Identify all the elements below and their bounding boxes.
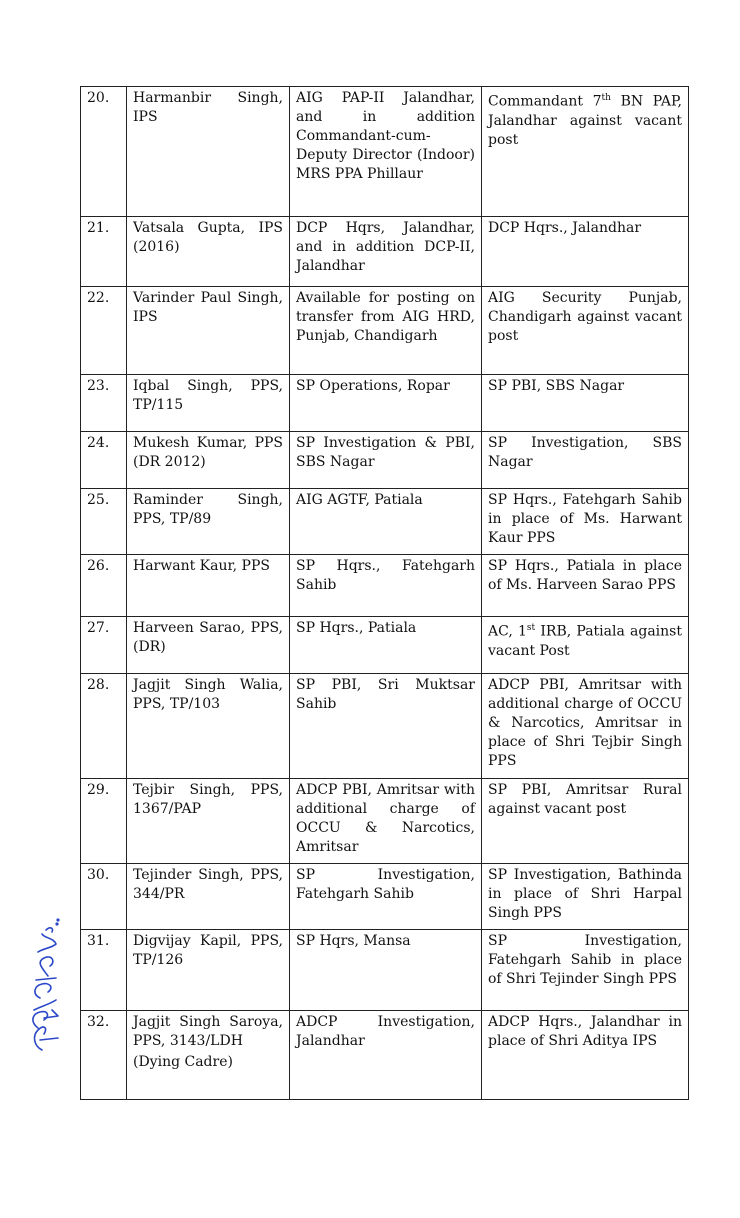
new-posting-cell: [482, 864, 689, 930]
new-posting-text: SP Investigation, Bathinda in place of Shri Harpal Singh PPS: [488, 867, 682, 921]
officer-name: Varinder Paul Singh, IPS: [133, 290, 283, 325]
table-row: [81, 779, 689, 864]
serial-number-cell: 25.: [81, 489, 127, 555]
new-posting-cell: [482, 1011, 689, 1100]
table-row: [81, 375, 689, 432]
new-posting-text: AIG Security Punjab, Chandigarh against vacant post: [488, 290, 682, 344]
serial-number-cell: 29.: [81, 779, 127, 864]
table-row: [81, 1011, 689, 1100]
new-posting-text: ADCP PBI, Amritsar with additional charge of OCCU & Narcotics, Amritsar in place of Shri Tejbir Singh PPS: [488, 677, 682, 769]
officer-name: Harmanbir Singh, IPS: [133, 90, 283, 125]
officer-cadre-note: (Dying Cadre): [133, 1054, 233, 1070]
officer-name-cell: [127, 864, 290, 930]
current-posting-cell: AIG AGTF, Patiala: [290, 489, 482, 555]
current-posting-cell: SP Hqrs., Fatehgarh Sahib: [290, 555, 482, 617]
table-row: [81, 617, 689, 674]
handwritten-signature-icon: [14, 918, 64, 1058]
new-posting-text: SP PBI, SBS Nagar: [488, 378, 625, 394]
new-posting-cell: [482, 375, 689, 432]
current-posting-cell: AIG PAP-II Jalandhar, and in addition Commandant-cum-Deputy Director (Indoor) MRS PPA Phillaur: [290, 87, 482, 217]
table-row: [81, 217, 689, 287]
current-posting-cell: SP Hqrs, Mansa: [290, 930, 482, 1011]
ordinal-suffix: th: [601, 93, 611, 103]
table-row: [81, 287, 689, 375]
officer-name: Harwant Kaur, PPS: [133, 558, 270, 574]
new-posting-text: SP Hqrs., Patiala in place of Ms. Harveen Sarao PPS: [488, 558, 682, 593]
officer-name-cell: [127, 375, 290, 432]
serial-number-cell: 27.: [81, 617, 127, 674]
officer-name: Digvijay Kapil, PPS, TP/126: [133, 933, 283, 968]
new-posting-text: SP PBI, Amritsar Rural against vacant post: [488, 782, 682, 817]
serial-number-cell: 20.: [81, 87, 127, 217]
new-posting-cell: [482, 217, 689, 287]
serial-number-cell: 23.: [81, 375, 127, 432]
current-posting-cell: SP PBI, Sri Muktsar Sahib: [290, 674, 482, 779]
officer-name: Vatsala Gupta, IPS (2016): [133, 220, 283, 255]
table-row: [81, 674, 689, 779]
table-row: [81, 555, 689, 617]
serial-number-cell: 24.: [81, 432, 127, 489]
serial-number-cell: 28.: [81, 674, 127, 779]
current-posting-cell: SP Operations, Ropar: [290, 375, 482, 432]
new-posting-cell: [482, 674, 689, 779]
officer-name: Jagjit Singh Saroya, PPS, 3143/LDH: [133, 1014, 283, 1049]
new-posting-text: SP Investigation, SBS Nagar: [488, 435, 682, 470]
officer-name: Harveen Sarao, PPS, (DR): [133, 620, 283, 655]
serial-number-cell: 31.: [81, 930, 127, 1011]
serial-number-cell: 22.: [81, 287, 127, 375]
officer-name-cell: [127, 287, 290, 375]
new-posting-text-cont: BN PAP, Jalandhar against vacant post: [488, 93, 682, 148]
officer-name-cell: [127, 432, 290, 489]
officer-name-cell: [127, 1011, 290, 1100]
table-row: [81, 930, 689, 1011]
table-row: [81, 87, 689, 217]
officer-name-cell: [127, 87, 290, 217]
officer-name: Mukesh Kumar, PPS (DR 2012): [133, 435, 283, 470]
new-posting-cell: [482, 287, 689, 375]
ordinal-suffix: st: [526, 623, 536, 633]
officer-name-cell: [127, 617, 290, 674]
transfer-posting-table: [80, 86, 689, 1100]
new-posting-cell: [482, 930, 689, 1011]
officer-name: Tejbir Singh, PPS, 1367/PAP: [133, 782, 283, 817]
new-posting-cell: [482, 432, 689, 489]
officer-name: Jagjit Singh Walia, PPS, TP/103: [133, 677, 283, 712]
officer-name-cell: [127, 489, 290, 555]
current-posting-cell: SP Investigation & PBI, SBS Nagar: [290, 432, 482, 489]
new-posting-text-cont: IRB, Patiala against vacant Post: [488, 623, 682, 659]
current-posting-cell: DCP Hqrs, Jalandhar, and in addition DCP-II, Jalandhar: [290, 217, 482, 287]
officer-name-cell: [127, 779, 290, 864]
table-row: [81, 864, 689, 930]
table-row: [81, 432, 689, 489]
table-body: [81, 87, 689, 1100]
table-row: [81, 489, 689, 555]
officer-name: Tejinder Singh, PPS, 344/PR: [133, 867, 283, 902]
new-posting-text: SP Investigation, Fatehgarh Sahib in place of Shri Tejinder Singh PPS: [488, 933, 682, 987]
new-posting-cell: [482, 617, 689, 674]
new-posting-cell: [482, 555, 689, 617]
officer-name: Raminder Singh, PPS, TP/89: [133, 492, 283, 527]
new-posting-text: AC, 1: [488, 623, 527, 640]
new-posting-text: SP Hqrs., Fatehgarh Sahib in place of Ms. Harwant Kaur PPS: [488, 492, 682, 546]
new-posting-text: DCP Hqrs., Jalandhar: [488, 220, 642, 236]
serial-number-cell: 32.: [81, 1011, 127, 1100]
current-posting-cell: Available for posting on transfer from AIG HRD, Punjab, Chandigarh: [290, 287, 482, 375]
officer-name: Iqbal Singh, PPS, TP/115: [133, 378, 283, 413]
current-posting-cell: SP Hqrs., Patiala: [290, 617, 482, 674]
serial-number-cell: 21.: [81, 217, 127, 287]
new-posting-cell: [482, 489, 689, 555]
officer-name-cell: [127, 555, 290, 617]
officer-name-cell: [127, 674, 290, 779]
new-posting-text: Commandant 7: [488, 93, 602, 110]
current-posting-cell: ADCP Investigation, Jalandhar: [290, 1011, 482, 1100]
current-posting-cell: ADCP PBI, Amritsar with additional charge of OCCU & Narcotics, Amritsar: [290, 779, 482, 864]
officer-name-cell: [127, 930, 290, 1011]
serial-number-cell: 26.: [81, 555, 127, 617]
new-posting-cell: [482, 87, 689, 217]
new-posting-text: ADCP Hqrs., Jalandhar in place of Shri Aditya IPS: [488, 1014, 682, 1049]
current-posting-cell: SP Investigation, Fatehgarh Sahib: [290, 864, 482, 930]
officer-name-cell: [127, 217, 290, 287]
new-posting-cell: [482, 779, 689, 864]
serial-number-cell: 30.: [81, 864, 127, 930]
